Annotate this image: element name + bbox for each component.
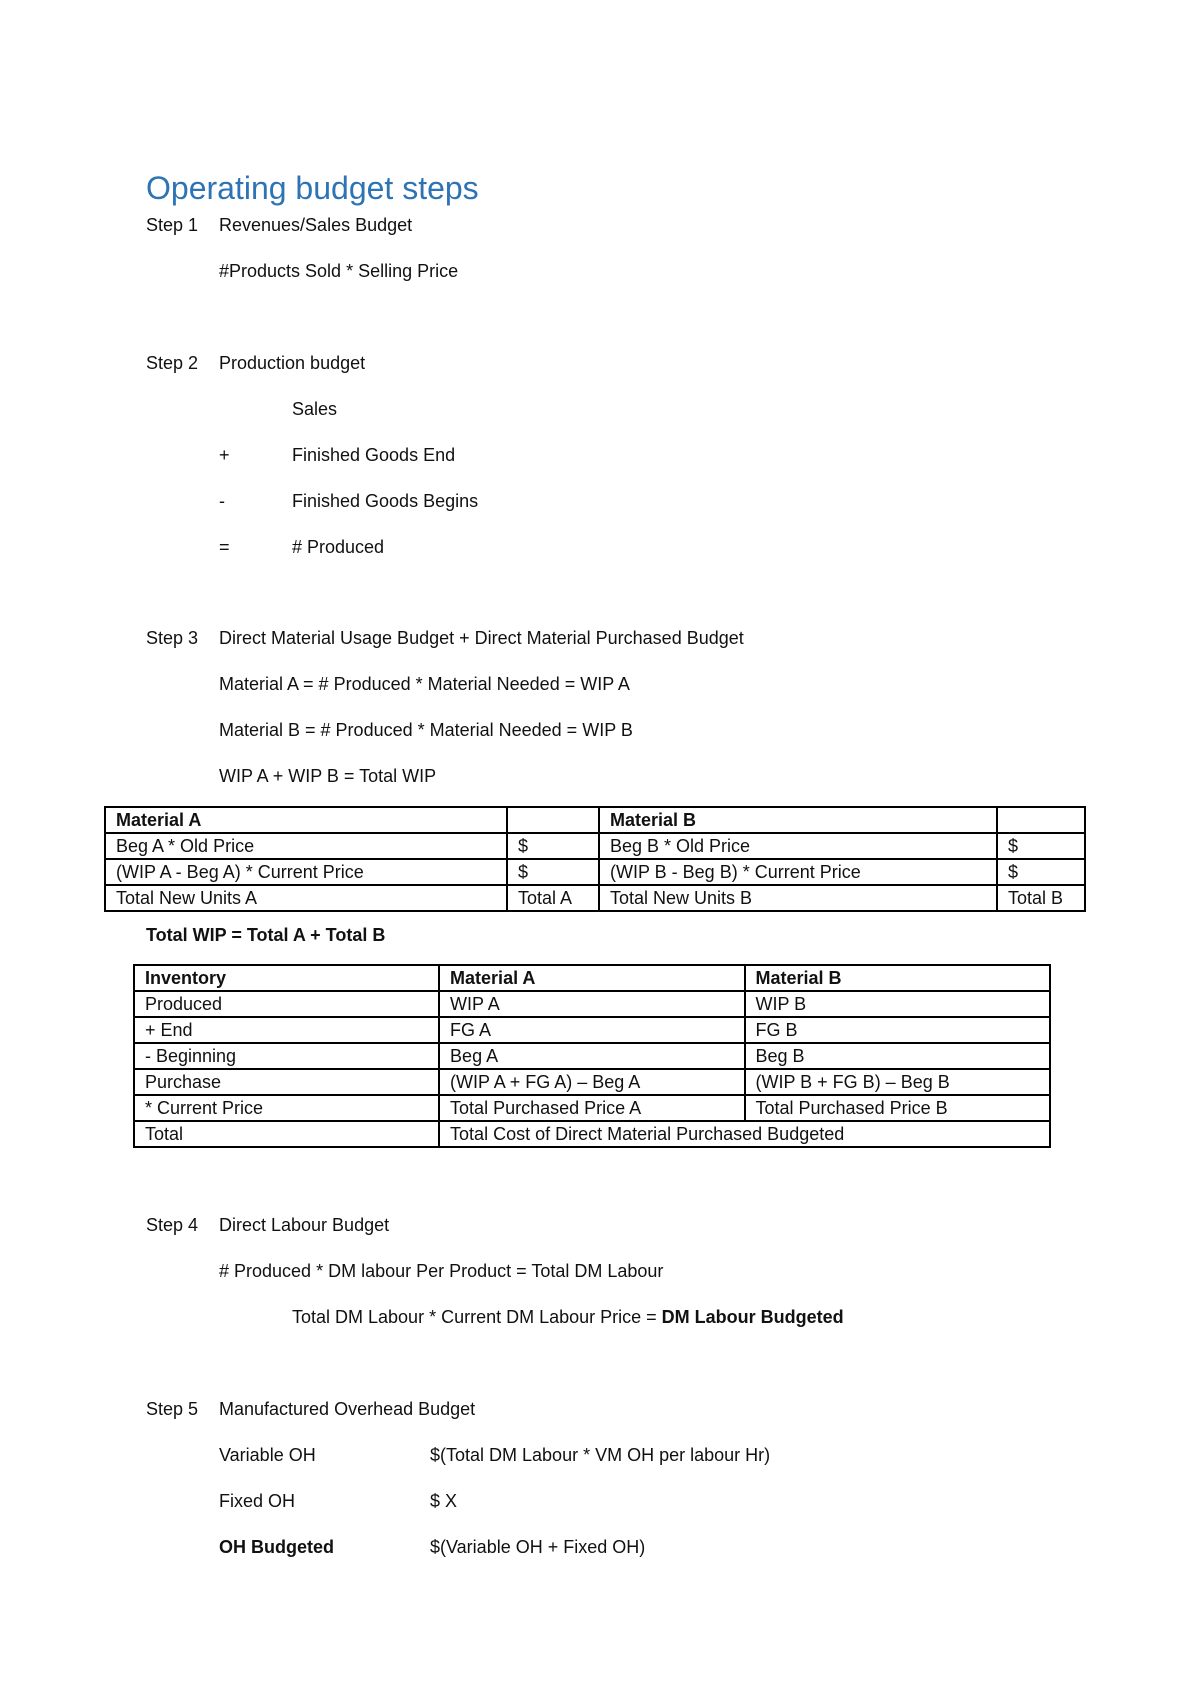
table-total-row [134,1121,1050,1147]
table-header-row [134,965,1050,991]
table-cell: Total Purchased Price A [439,1095,744,1121]
table-cell: (WIP A - Beg A) * Current Price [105,859,507,885]
table-header-cell: Inventory [134,965,439,991]
table-cell: Purchase [134,1069,439,1095]
table-header-cell: Material B [599,807,997,833]
table-cell: + End [134,1017,439,1043]
oh-row-value: $(Variable OH + Fixed OH) [430,1537,646,1557]
page-title: Operating budget steps [146,170,479,206]
table-row [134,1017,1050,1043]
step2-row-op: - [219,491,225,511]
table-cell: Total New Units A [105,885,507,911]
table-cell: Total New Units B [599,885,997,911]
table-header-cell [507,807,599,833]
step4-line-budgeted [292,1306,844,1328]
dm-labour-budgeted-text: DM Labour Budgeted [661,1307,844,1327]
step3-line: Material A = # Produced * Material Needed = WIP A [219,674,630,694]
table-cell: Beg A * Old Price [105,833,507,859]
table-header-cell: Material A [105,807,507,833]
table-cell: Total Purchased Price B [745,1095,1051,1121]
table-cell: (WIP B + FG B) – Beg B [745,1069,1051,1095]
table-row [134,1095,1050,1121]
table-cell: Total Cost of Direct Material Purchased Budgeted [439,1121,1050,1147]
step5-label: Step 5 [146,1399,199,1419]
table-cell: (WIP A + FG A) – Beg A [439,1069,744,1095]
step3-heading: Direct Material Usage Budget + Direct Material Purchased Budget [219,628,744,648]
table-cell: $ [997,859,1085,885]
step4-label: Step 4 [146,1215,199,1235]
table-cell: $ [507,859,599,885]
table-cell: $ [507,833,599,859]
table-cell: - Beginning [134,1043,439,1069]
oh-row-name: OH Budgeted [219,1537,334,1557]
oh-row-name: Fixed OH [219,1491,296,1511]
table-header-cell: Material A [439,965,744,991]
step2-row-op: + [219,445,230,465]
table-row [105,885,1085,911]
table-header-cell [997,807,1085,833]
oh-row-value: $(Total DM Labour * VM OH per labour Hr) [430,1445,771,1465]
step1-heading: Revenues/Sales Budget [219,215,413,235]
step4-line-text: Total DM Labour * Current DM Labour Price = [292,1307,662,1327]
step2-label: Step 2 [146,353,199,373]
step1-formula: #Products Sold * Selling Price [219,261,459,281]
material-price-table [104,806,1086,912]
step2-row-text: Finished Goods Begins [292,491,479,511]
step2-row-text: Sales [292,399,338,419]
table-cell: WIP B [745,991,1051,1017]
table-cell: Beg B [745,1043,1051,1069]
table-row [105,859,1085,885]
table-cell: Beg A [439,1043,744,1069]
table-cell: Total [134,1121,439,1147]
oh-row-name: Variable OH [219,1445,316,1465]
step4-heading: Direct Labour Budget [219,1215,390,1235]
table-cell: * Current Price [134,1095,439,1121]
table-row [105,833,1085,859]
table-cell: Total B [997,885,1085,911]
step3-line: Material B = # Produced * Material Needed = WIP B [219,720,633,740]
step3-line: WIP A + WIP B = Total WIP [219,766,437,786]
table-cell: FG A [439,1017,744,1043]
oh-row-value: $ X [430,1491,458,1511]
step2-row-text: # Produced [292,537,385,557]
step2-row-text: Finished Goods End [292,445,456,465]
table-row [134,1069,1050,1095]
table-header-cell: Material B [745,965,1051,991]
table-row [134,991,1050,1017]
step2-heading: Production budget [219,353,366,373]
table-cell: Total A [507,885,599,911]
total-wip-line: Total WIP = Total A + Total B [146,925,386,945]
table-header-row [105,807,1085,833]
table-cell: Beg B * Old Price [599,833,997,859]
inventory-purchase-table [133,964,1051,1148]
table-cell: WIP A [439,991,744,1017]
table-cell: Produced [134,991,439,1017]
step4-line: # Produced * DM labour Per Product = Total DM Labour [219,1261,664,1281]
table-cell: FG B [745,1017,1051,1043]
step5-heading: Manufactured Overhead Budget [219,1399,476,1419]
step1-label: Step 1 [146,215,199,235]
table-cell: (WIP B - Beg B) * Current Price [599,859,997,885]
table-row [134,1043,1050,1069]
table-cell: $ [997,833,1085,859]
step3-label: Step 3 [146,628,199,648]
step2-row-op: = [219,537,230,557]
